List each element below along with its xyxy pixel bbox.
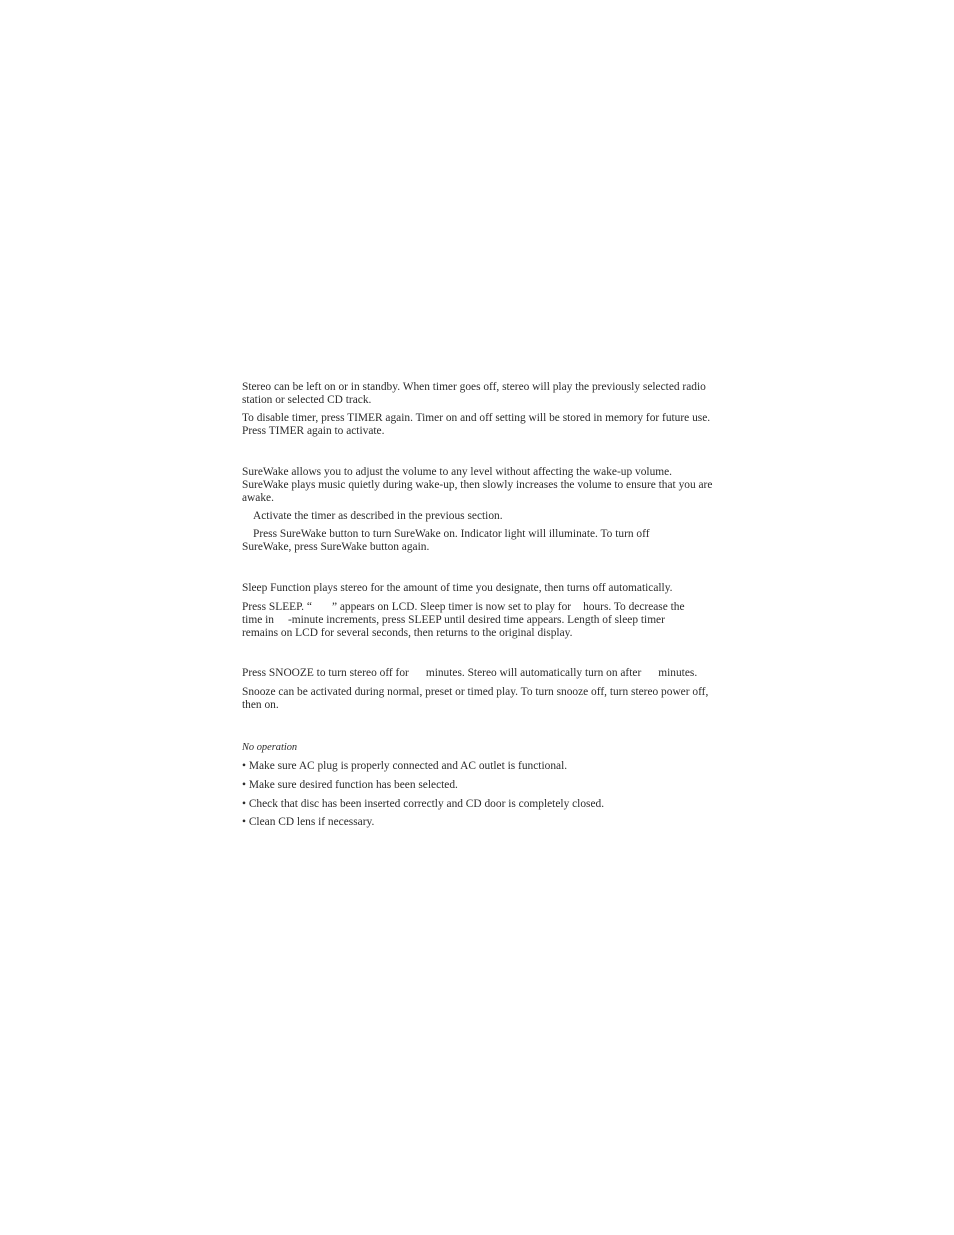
sleep-line2-part-a: time in (242, 614, 274, 626)
snooze-instructions-line (242, 667, 697, 680)
snooze-line-part-a: Press SNOOZE to turn stereo off for (242, 667, 409, 679)
troubleshooting-bullet-2: • Make sure desired function has been selected. (242, 779, 458, 791)
troubleshooting-bullet-4: • Clean CD lens if necessary. (242, 816, 375, 828)
timer-standby-paragraph: Stereo can be left on or in standby. When timer goes off, stereo will play the previously selected radio station or selected CD track. (242, 381, 706, 406)
surewake-step-1: Activate the timer as described in the previous section. (253, 510, 503, 522)
sleep-instructions-line-2 (242, 614, 665, 627)
sleep-instructions-line-1 (242, 601, 685, 614)
surewake-intro-paragraph: SureWake allows you to adjust the volume to any level without affecting the wake-up volume. SureWake plays music quietly during wake-up, then slowly increases the volume to ensure that you are awake. (242, 466, 713, 504)
snooze-line-part-b: minutes. Stereo will automatically turn on after (425, 667, 642, 679)
sleep-line2-part-b: -minute increments, press SLEEP until desired time appears. Length of sleep timer (287, 614, 665, 626)
snooze-line-part-c: minutes. (658, 667, 698, 679)
timer-disable-paragraph: To disable timer, press TIMER again. Timer on and off setting will be stored in memory for future use. Press TIMER again to activate. (242, 412, 711, 437)
sleep-line1-part-a: Press SLEEP. “ (242, 601, 312, 613)
troubleshooting-bullet-1: • Make sure AC plug is properly connected and AC outlet is functional. (242, 760, 568, 772)
surewake-step-2-line-2: SureWake, press SureWake button again. (242, 541, 430, 553)
sleep-line1-part-b: ” appears on LCD. Sleep timer is now set to play for (331, 601, 572, 613)
snooze-activation-paragraph: Snooze can be activated during normal, preset or timed play. To turn snooze off, turn stereo power off, then on. (242, 686, 709, 711)
sleep-instructions-line-3: remains on LCD for several seconds, then returns to the original display. (242, 627, 573, 639)
no-operation-subheading: No operation (242, 742, 298, 753)
surewake-step-2-line-1: Press SureWake button to turn SureWake on. Indicator light will illuminate. To turn off (253, 528, 650, 540)
sleep-line1-part-c: hours. To decrease the (583, 601, 685, 613)
troubleshooting-bullet-3: • Check that disc has been inserted correctly and CD door is completely closed. (242, 798, 605, 810)
sleep-intro-paragraph: Sleep Function plays stereo for the amount of time you designate, then turns off automatically. (242, 582, 673, 594)
